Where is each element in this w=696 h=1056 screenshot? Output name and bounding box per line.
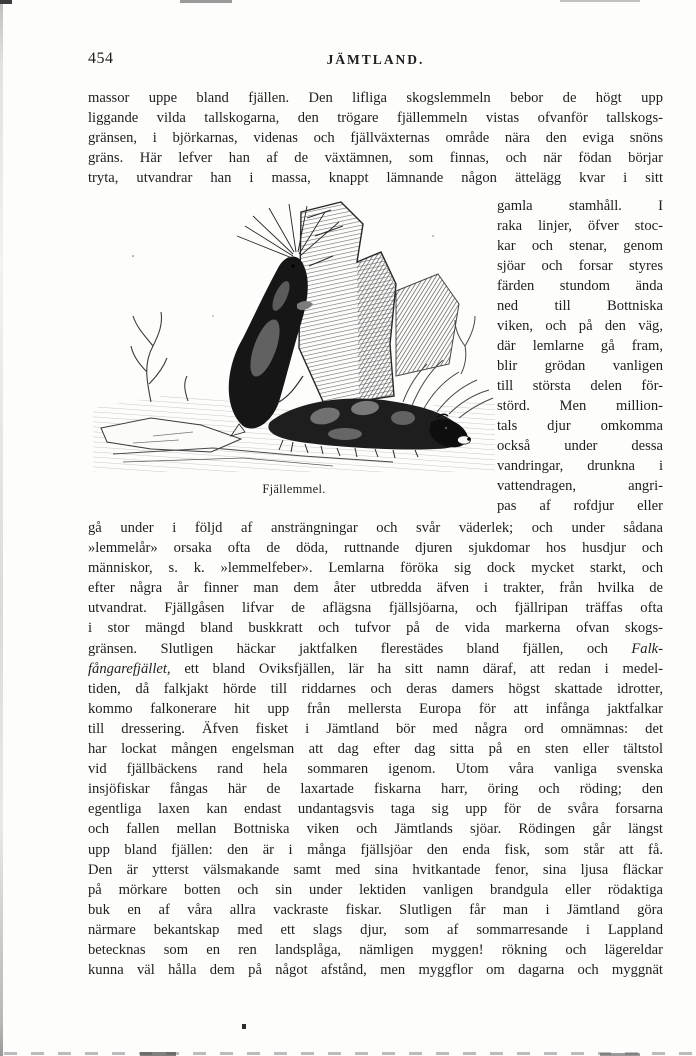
scan-artifact-top-corner [0,0,12,4]
text-line: raka linjer, öfver stoc- [497,218,663,234]
text-line: störd. Men million- [497,398,663,414]
running-title: JÄMTLAND. [326,52,425,67]
text-line: liggande vilda tallskogarna, den trögare fjällemmeln vistas ofvanför tallskogs- [88,110,663,127]
text-line: vid fjällbäckens rand hela sommaren igenom. Utom våra vanliga svenska [88,761,663,778]
text-line: gränsen, i björkarnas, videnas och fjällväxternas område nära den eviga snöns [88,130,663,147]
text-line: gränsen. Slutligen häckar jaktfalken flerestädes bland fjällen, och Falk- [88,640,663,657]
text-line: Den är ytterst välsmakande samt med sina hvitkantade fenor, sina ljusa fläckar [88,861,663,878]
lemming-engraving-image [93,196,495,476]
text-line: tals djur omkomma [497,418,663,434]
scan-artifact-bottom-line [4,1052,694,1055]
scan-artifact-top-right [560,0,640,2]
text-line: tryta, utvandrar han i massa, knappt lämnande någon ättelägg kvar i sitt [88,170,663,187]
scan-artifact-speck [242,1024,246,1029]
text-line: massor uppe bland fjällen. Den lifliga skogslemmeln bebor de högt upp [88,90,663,106]
text-line: kunna väl hålla dem på något afstånd, men myggflor om dagarna och myggnät [88,962,663,979]
text-line: vandringar, drunkna i [497,458,663,474]
text-line: på mörkare botten och sin under lektiden vanligen brandgula eller rödaktiga [88,881,663,898]
text-line: pas af rofdjur eller [497,498,663,514]
text-line: där lemlarne gå fram, [497,338,663,354]
text-line: utvandrat. Fjällgåsen lifvar de aflägsna fjällsjöarna, och fjällripan träffas ofta [88,600,663,617]
text-line: blir grödan vanligen [497,358,663,374]
text-line: människor, s. k. »lemmelfeber». Lemlarna föröka sig dock mycket starkt, och [88,560,663,577]
text-line: egentliga laxen kan endast undantagsvis taga sig upp för de svåra forsarna [88,801,663,818]
text-line: tiden, då falkjakt hörde till riddarnes och deras damers högst skattade idrotter, [88,680,663,697]
figure-fjallemmel [93,196,495,476]
scan-artifact-bottom-dark-1 [140,1052,176,1056]
text-line: gå under i följd af ansträngningar och svår väderlek; och under sådana [88,520,663,536]
text-line: närmare bekantskap med ett slags djur, som af sommarresande i Lappland [88,921,663,938]
figure-caption: Fjällemmel. [262,482,326,496]
scan-artifact-top-segment [180,0,232,3]
text-line: »lemmelår» orsaka ofta de döda, ruttnande djuren sjukdomar hos husdjur och [88,540,663,557]
scan-artifact-left-edge [0,0,3,1056]
text-line: och fallen mellan Bottniska viken och Jämtlands sjöar. Rödingen går längst [88,821,663,838]
text-line: insjöfiskar fångas här de laxartade fiskarna harr, öring och röding; den [88,781,663,798]
side-paragraph [497,196,663,516]
text-line: viken, och på den väg, [497,318,663,334]
text-line: kommo falkonerare hit upp från mellersta Europa för att infånga jaktfalkar [88,700,663,717]
text-line: gamla stamhåll. I [497,198,663,214]
text-line: också under dessa [497,438,663,454]
top-paragraph [88,88,663,188]
text-line: upp bland fjällen: den är i många fjällsjöar den enda fisk, som står att få. [88,841,663,858]
text-line: kar och stenar, genom [497,238,663,254]
text-line: efter några år finner man dem åter utbredda äfven i trakter, från hvilka de [88,580,663,597]
text-line: gräns. Här lefver han af de växtämnen, som finnas, och när födan börjar [88,150,663,167]
page-number: 454 [88,50,114,67]
text-line: buk en af våra allra vackraste fiskar. Slutligen får man i Jämtland göra [88,901,663,918]
text-line: i stor mängd bland buskkratt och tufvor på de vida markerna ofvan skogs- [88,620,663,637]
text-line: färden stundom ända [497,278,663,294]
text-line: vattendragen, angri- [497,478,663,494]
text-line: fångarefjället, ett bland Oviksfjällen, lär ha sitt namn däraf, att redan i medel- [88,660,663,677]
text-line: till dressering. Äfven fisket i Jämtland bör med några ord omnämnas: det [88,720,663,737]
text-line: sjöar och forsar styres [497,258,663,274]
text-line: till största delen för- [497,378,663,394]
bottom-paragraph [88,518,663,980]
text-line: ned till Bottniska [497,298,663,314]
text-line: betecknas som en ren landsplåga, nämligen myggen! rökning och lägereldar [88,941,663,958]
text-line: har lockat mången engelsman att dag efter dag sitta på en sten eller tältstol [88,741,663,758]
